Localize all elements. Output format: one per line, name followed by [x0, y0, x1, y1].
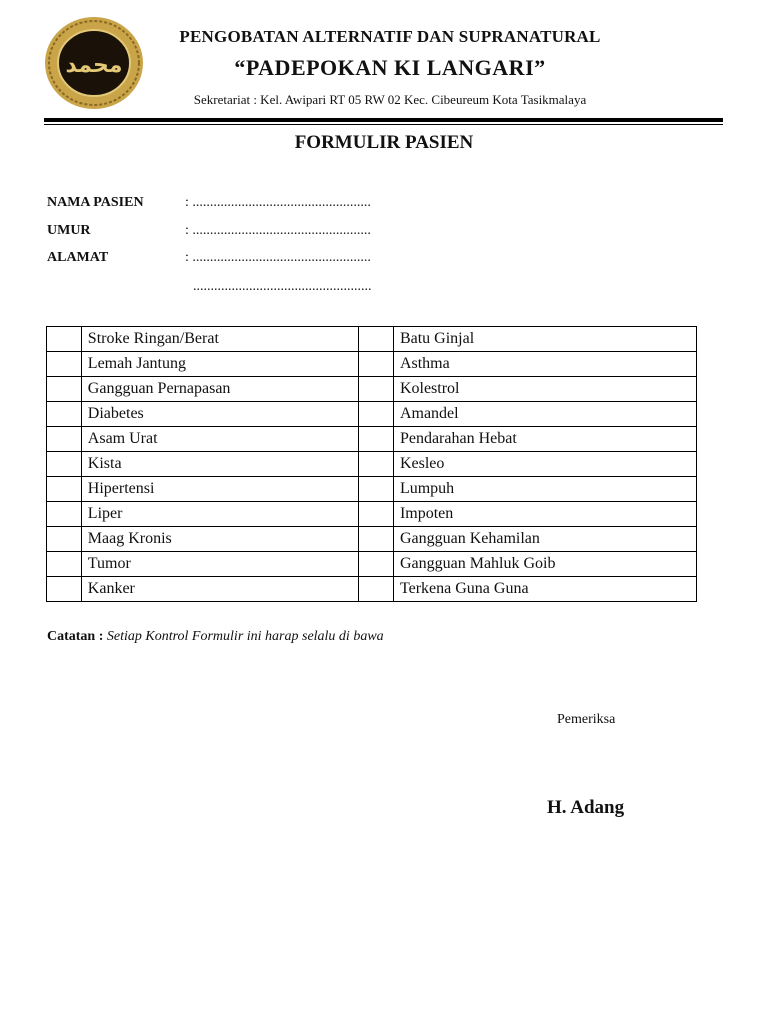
condition-left: Liper: [81, 502, 358, 527]
condition-left: Hipertensi: [81, 477, 358, 502]
condition-right: Pendarahan Hebat: [393, 427, 696, 452]
table-row: [47, 502, 697, 527]
table-row: [47, 477, 697, 502]
condition-right: Amandel: [393, 402, 696, 427]
checkbox-left[interactable]: [47, 352, 82, 377]
checkbox-right[interactable]: [359, 502, 394, 527]
checkbox-left[interactable]: [47, 427, 82, 452]
checkbox-left[interactable]: [47, 502, 82, 527]
signature-role: Pemeriksa: [557, 712, 616, 727]
checkbox-right[interactable]: [359, 352, 394, 377]
padepokan-logo: [44, 16, 144, 110]
table-row: [47, 352, 697, 377]
logo-calligraphy: محمد: [65, 53, 123, 78]
checkbox-left[interactable]: [47, 527, 82, 552]
checkbox-right[interactable]: [359, 327, 394, 352]
checkbox-left[interactable]: [47, 552, 82, 577]
condition-left: Lemah Jantung: [81, 352, 358, 377]
condition-left: Tumor: [81, 552, 358, 577]
field-value[interactable]: ...................................................: [193, 279, 372, 294]
condition-right: Gangguan Kehamilan: [393, 527, 696, 552]
condition-left: Kanker: [81, 577, 358, 602]
table-row: [47, 552, 697, 577]
condition-left: Maag Kronis: [81, 527, 358, 552]
field-value[interactable]: : ...................................................: [185, 250, 371, 265]
condition-left: Asam Urat: [81, 427, 358, 452]
table-row: [47, 377, 697, 402]
field-nama-pasien[interactable]: [47, 195, 371, 211]
condition-right: Lumpuh: [393, 477, 696, 502]
condition-right: Kolestrol: [393, 377, 696, 402]
checkbox-right[interactable]: [359, 377, 394, 402]
checkbox-left[interactable]: [47, 452, 82, 477]
checkbox-left[interactable]: [47, 377, 82, 402]
header-divider-thin: [44, 124, 723, 125]
table-row: [47, 527, 697, 552]
table-row: [47, 577, 697, 602]
note-label: Catatan :: [47, 629, 104, 644]
checkbox-left[interactable]: [47, 577, 82, 602]
condition-left: Diabetes: [81, 402, 358, 427]
checkbox-right[interactable]: [359, 477, 394, 502]
field-value[interactable]: : ...................................................: [185, 223, 371, 238]
table-row: [47, 427, 697, 452]
checkbox-left[interactable]: [47, 477, 82, 502]
field-umur[interactable]: [47, 223, 371, 239]
header-divider-thick: [44, 118, 723, 122]
checkbox-right[interactable]: [359, 452, 394, 477]
condition-right: Batu Ginjal: [393, 327, 696, 352]
address-line: Sekretariat : Kel. Awipari RT 05 RW 02 Kec. Cibeureum Kota Tasikmalaya: [193, 92, 587, 107]
checkbox-left[interactable]: [47, 327, 82, 352]
conditions-table: [46, 326, 697, 602]
checkbox-left[interactable]: [47, 402, 82, 427]
condition-right: Asthma: [393, 352, 696, 377]
padepokan-name: “PADEPOKAN KI LANGARI”: [234, 55, 546, 80]
table-row: [47, 452, 697, 477]
field-alamat[interactable]: [47, 250, 371, 266]
form-title: FORMULIR PASIEN: [294, 132, 474, 153]
checkbox-right[interactable]: [359, 552, 394, 577]
checkbox-right[interactable]: [359, 402, 394, 427]
checkbox-right[interactable]: [359, 577, 394, 602]
condition-left: Kista: [81, 452, 358, 477]
signature-name: H. Adang: [547, 797, 625, 818]
condition-left: Gangguan Pernapasan: [81, 377, 358, 402]
field-alamat-line2[interactable]: [47, 279, 372, 295]
table-row: [47, 402, 697, 427]
note: [47, 629, 384, 645]
field-label: ALAMAT: [47, 250, 109, 265]
condition-right: Kesleo: [393, 452, 696, 477]
field-label: NAMA PASIEN: [47, 195, 144, 210]
condition-left: Stroke Ringan/Berat: [81, 327, 358, 352]
checkbox-right[interactable]: [359, 527, 394, 552]
field-value[interactable]: : ...................................................: [185, 195, 371, 210]
condition-right: Terkena Guna Guna: [393, 577, 696, 602]
field-label: UMUR: [47, 223, 91, 238]
checkbox-right[interactable]: [359, 427, 394, 452]
note-text: Setiap Kontrol Formulir ini harap selalu di bawa: [106, 629, 384, 644]
table-row: [47, 327, 697, 352]
condition-right: Gangguan Mahluk Goib: [393, 552, 696, 577]
organization-line: PENGOBATAN ALTERNATIF DAN SUPRANATURAL: [179, 27, 601, 46]
condition-right: Impoten: [393, 502, 696, 527]
